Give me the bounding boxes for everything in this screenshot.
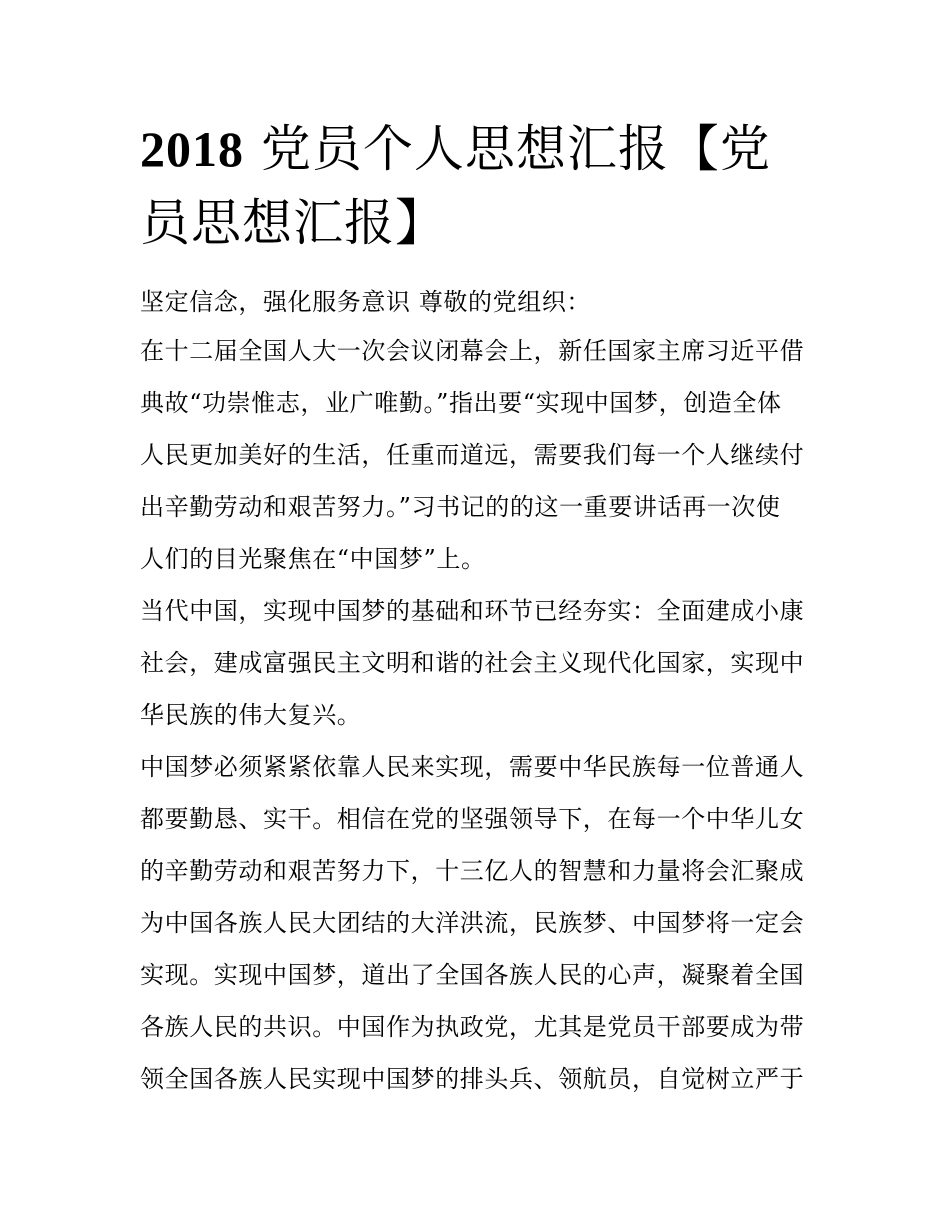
- body-line: 的辛勤劳动和艰苦努力下，十三亿人的智慧和力量将会汇聚成: [140, 857, 805, 885]
- body-line: 人们的目光聚焦在“中国梦”上。: [140, 545, 486, 573]
- body-line: 都要勤恳、实干。相信在党的坚强领导下，在每一个中华儿女: [140, 805, 805, 833]
- body-line: 人民更加美好的生活，任重而道远，需要我们每一个人继续付: [140, 441, 805, 469]
- body-line: 社会，建成富强民主文明和谐的社会主义现代化国家，实现中: [140, 649, 805, 677]
- title-text: 党员个人思想汇报【党员思想汇报】: [140, 120, 771, 252]
- body-line: 中国梦必须紧紧依靠人民来实现，需要中华民族每一位普通人: [140, 753, 805, 781]
- body-line: 为中国各族人民大团结的大洋洪流，民族梦、中国梦将一定会: [140, 909, 805, 937]
- body-line: 领全国各族人民实现中国梦的排头兵、领航员，自觉树立严于: [140, 1065, 805, 1093]
- body-line: 华民族的伟大复兴。: [140, 701, 362, 729]
- body-line: 典故“功崇惟志，业广唯勤。”指出要“实现中国梦，创造全体: [140, 389, 782, 417]
- document-title: [140, 112, 820, 260]
- body-line: 在十二届全国人大一次会议闭幕会上，新任国家主席习近平借: [140, 337, 805, 365]
- body-line: 当代中国，实现中国梦的基础和环节已经夯实：全面建成小康: [140, 597, 805, 625]
- title-year: 2018: [140, 121, 244, 177]
- body-line: 实现。实现中国梦，道出了全国各族人民的心声，凝聚着全国: [140, 961, 805, 989]
- body-line: 出辛勤劳动和艰苦努力。”习书记的的这一重要讲话再一次使: [140, 493, 781, 521]
- body-line: 各族人民的共识。中国作为执政党，尤其是党员干部要成为带: [140, 1013, 805, 1041]
- document-body: [140, 279, 815, 1105]
- body-line: 坚定信念，强化服务意识 尊敬的党组织：: [140, 288, 592, 316]
